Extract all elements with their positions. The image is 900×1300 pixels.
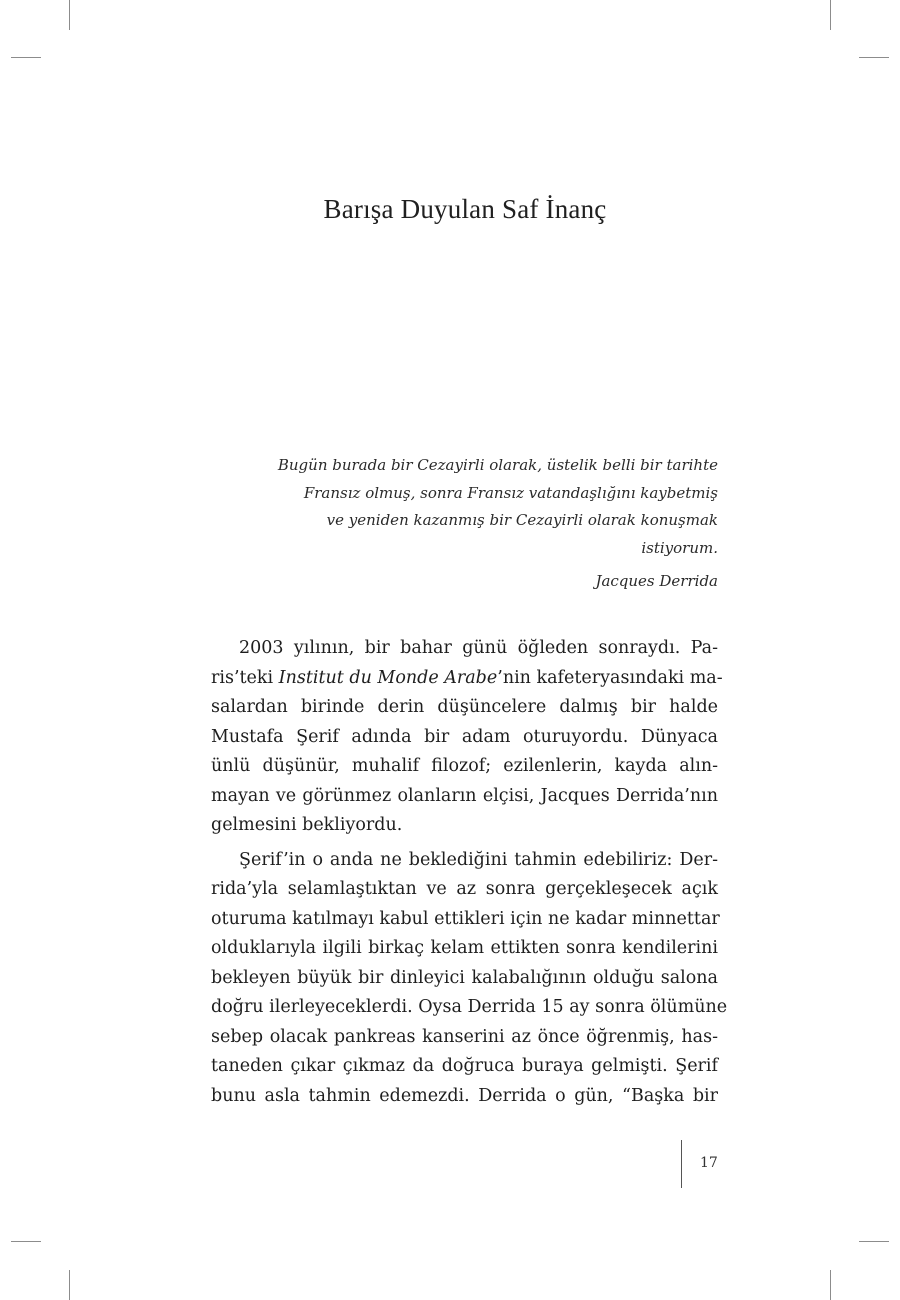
text-line: bunu asla tahmin edemezdi. Derrida o gün, “Başka bir (211, 1085, 718, 1106)
text-line (211, 664, 723, 694)
text-line: mayan ve görünmez olanların elçisi, Jacques Derrida’nın (211, 785, 718, 806)
epigraph-author: Jacques Derrida (595, 572, 718, 590)
page-number-rule (681, 1140, 682, 1188)
crop-mark-bottom-right-vertical (830, 1270, 831, 1300)
text-line: doğru ilerleyeceklerdi. Oysa Derrida 15 ay sonra ölümüne (211, 997, 728, 1017)
text-line: Mustafa Şerif adında bir adam oturuyordu. Dünyaca (211, 726, 718, 747)
text-line: bekleyen büyük bir dinleyici kalabalığının olduğu salona (211, 967, 718, 988)
text-line: oturuma katılmayı kabul ettikleri için ne kadar minnettar (211, 908, 720, 929)
crop-mark-top-right-vertical (830, 0, 831, 30)
crop-mark-top-left-vertical (69, 0, 70, 30)
epigraph-line: Bugün burada bir Cezayirli olarak, üstelik belli bir tarihte (277, 456, 718, 474)
text-line: Şerif’in o anda ne beklediğini tahmin edebiliriz: Der- (239, 849, 718, 870)
epigraph-line: istiyorum. (641, 538, 718, 557)
text-line: sebep olacak pankreas kanserini az önce öğrenmiş, has- (211, 1026, 718, 1047)
text-line: rida’yla selamlaştıktan ve az sonra gerçekleşecek açık (211, 879, 718, 899)
chapter-title: Barışa Duyulan Saf İnanç (323, 194, 607, 224)
crop-mark-bottom-left-horizontal (11, 1241, 41, 1242)
page-number: 17 (700, 1155, 718, 1171)
text-line: taneden çıkar çıkmaz da doğruca buraya gelmişti. Şerif (211, 1056, 718, 1076)
epigraph-line: Fransız olmuş, sonra Fransız vatandaşlığını kaybetmiş (303, 483, 718, 502)
epigraph-line: ve yeniden kazanmış bir Cezayirli olarak konuşmak (326, 511, 718, 529)
crop-mark-top-right-horizontal (859, 57, 889, 58)
crop-mark-top-left-horizontal (11, 57, 41, 58)
paragraph-1 (211, 634, 723, 841)
text-fragment: ris’teki (211, 667, 279, 688)
text-line: gelmesini bekliyordu. (211, 815, 403, 835)
text-line: 2003 yılının, bir bahar günü öğleden sonraydı. Pa- (239, 638, 718, 658)
text-line: salardan birinde derin düşüncelere dalmış bir halde (211, 697, 718, 717)
text-fragment: ’nin kafeteryasındaki ma- (497, 667, 723, 688)
paragraph-2 (211, 846, 728, 1112)
text-line: ünlü düşünür, muhalif filozof; ezilenlerin, kayda alın- (211, 756, 718, 776)
italic-title: Institut du Monde Arabe (278, 667, 498, 688)
text-line: olduklarıyla ilgili birkaç kelam ettikten sonra kendilerini (211, 938, 718, 958)
epigraph (250, 452, 718, 595)
crop-mark-bottom-right-horizontal (859, 1241, 889, 1242)
crop-mark-bottom-left-vertical (69, 1270, 70, 1300)
body-text (211, 634, 728, 1111)
